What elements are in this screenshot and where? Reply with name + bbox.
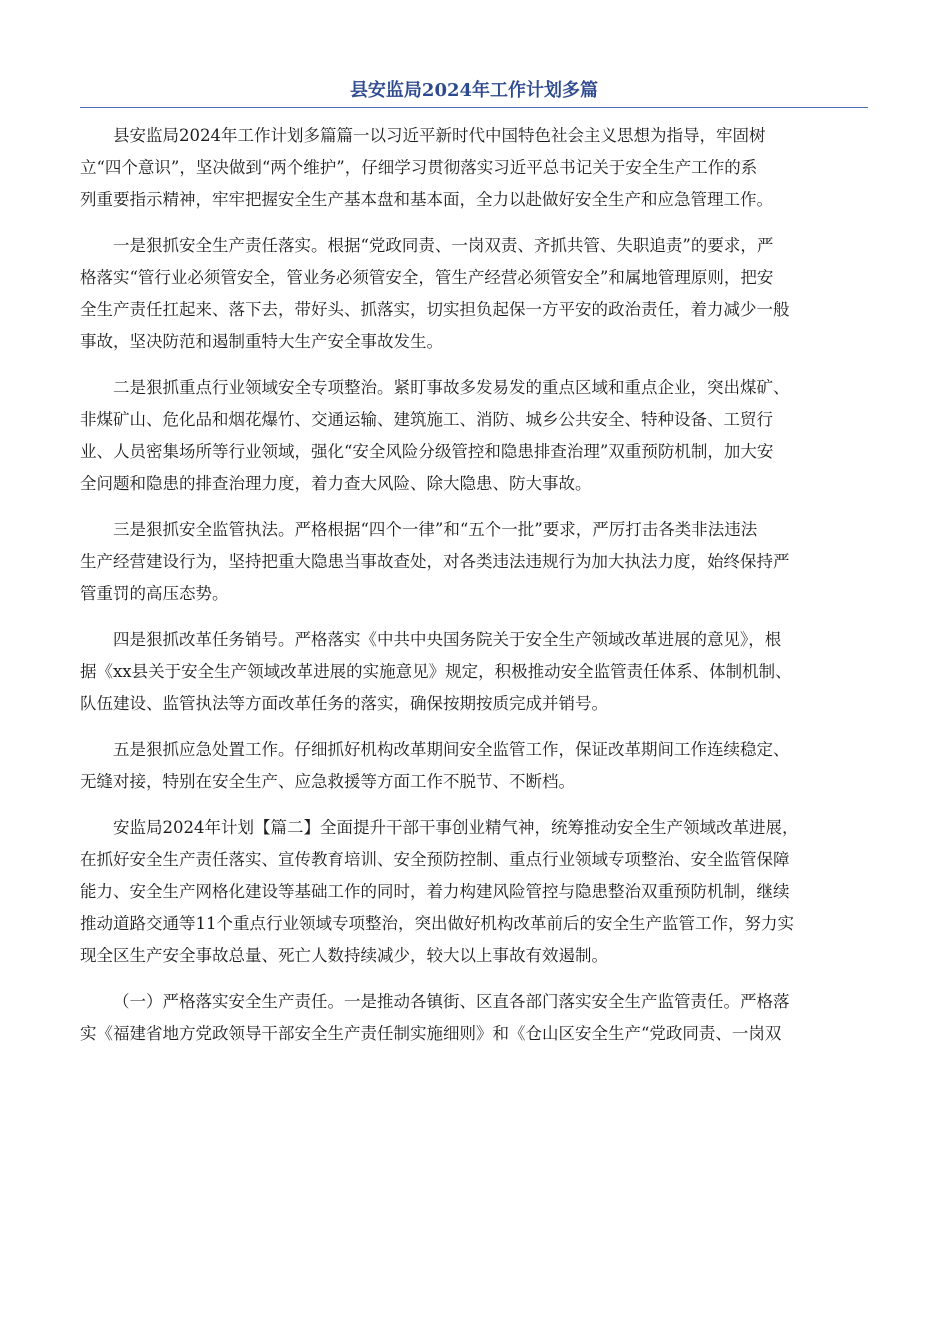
body-paragraph <box>80 986 868 1050</box>
paragraph-line: 全问题和隐患的排查治理力度，着力查大风险、除大隐患、防大事故。 <box>80 474 592 493</box>
paragraph-line: （一）严格落实安全生产责任。一是推动各镇街、区直各部门落实安全生产监管责任。严格落 <box>113 992 790 1011</box>
paragraph-line: 县安监局2024年工作计划多篇篇一以习近平新时代中国特色社会主义思想为指导，牢固树 <box>113 126 766 145</box>
paragraph-line: 列重要指示精神，牢牢把握安全生产基本盘和基本面，全力以赴做好安全生产和应急管理工作。 <box>80 190 773 209</box>
document-body <box>80 120 868 1050</box>
paragraph-line: 安监局2024年计划【篇二】全面提升干部干事创业精气神，统筹推动安全生产领域改革进展， <box>113 818 799 837</box>
paragraph-line: 实《福建省地方党政领导干部安全生产责任制实施细则》和《仓山区安全生产“党政同责、一岗双 <box>80 1024 782 1043</box>
paragraph-line: 能力、安全生产网格化建设等基础工作的同时，着力构建风险管控与隐患整治双重预防机制，继续 <box>80 882 790 901</box>
paragraph-line: 现全区生产安全事故总量、死亡人数持续减少，较大以上事故有效遏制。 <box>80 946 608 965</box>
paragraph-line: 立“四个意识”，坚决做到“两个维护”，仔细学习贯彻落实习近平总书记关于安全生产工作的系 <box>80 158 758 177</box>
paragraph-line: 四是狠抓改革任务销号。严格落实《中共中央国务院关于安全生产领域改革进展的意见》，根 <box>113 630 782 649</box>
paragraph-line: 三是狠抓安全监管执法。严格根据“四个一律”和“五个一批”要求，严厉打击各类非法违法 <box>113 520 758 539</box>
document-title: 县安监局2024年工作计划多篇 <box>80 78 868 108</box>
paragraph-line: 二是狠抓重点行业领域安全专项整治。紧盯事故多发易发的重点区域和重点企业，突出煤矿、 <box>113 378 790 397</box>
paragraph-line: 业、人员密集场所等行业领域，强化“安全风险分级管控和隐患排查治理”双重预防机制，加大安 <box>80 442 774 461</box>
body-paragraph <box>80 372 868 500</box>
paragraph-line: 队伍建设、监管执法等方面改革任务的落实，确保按期按质完成并销号。 <box>80 694 608 713</box>
body-paragraph <box>80 514 868 610</box>
paragraph-line: 据《xx县关于安全生产领域改革进展的实施意见》规定，积极推动安全监管责任体系、体制机制、 <box>80 662 792 681</box>
document-page <box>80 78 868 1064</box>
paragraph-line: 事故，坚决防范和遏制重特大生产安全事故发生。 <box>80 332 443 351</box>
paragraph-line: 在抓好安全生产责任落实、宣传教育培训、安全预防控制、重点行业领域专项整治、安全监管保障 <box>80 850 790 869</box>
body-paragraph <box>80 120 868 216</box>
paragraph-line: 推动道路交通等11个重点行业领域专项整治，突出做好机构改革前后的安全生产监管工作，努力实 <box>80 914 794 933</box>
paragraph-line: 格落实“管行业必须管安全，管业务必须管安全，管生产经营必须管安全”和属地管理原则，把安 <box>80 268 774 287</box>
body-paragraph <box>80 812 868 972</box>
paragraph-line: 五是狠抓应急处置工作。仔细抓好机构改革期间安全监管工作，保证改革期间工作连续稳定、 <box>113 740 790 759</box>
paragraph-line: 无缝对接，特别在安全生产、应急救援等方面工作不脱节、不断档。 <box>80 772 575 791</box>
body-paragraph <box>80 624 868 720</box>
body-paragraph <box>80 734 868 798</box>
paragraph-line: 生产经营建设行为，坚持把重大隐患当事故查处，对各类违法违规行为加大执法力度，始终保持严 <box>80 552 790 571</box>
body-paragraph <box>80 230 868 358</box>
paragraph-line: 非煤矿山、危化品和烟花爆竹、交通运输、建筑施工、消防、城乡公共安全、特种设备、工贸行 <box>80 410 773 429</box>
paragraph-line: 管重罚的高压态势。 <box>80 584 229 603</box>
paragraph-line: 全生产责任扛起来、落下去，带好头、抓落实，切实担负起保一方平安的政治责任，着力减少一般 <box>80 300 790 319</box>
paragraph-line: 一是狠抓安全生产责任落实。根据“党政同责、一岗双责、齐抓共管、失职追责”的要求，严 <box>113 236 774 255</box>
